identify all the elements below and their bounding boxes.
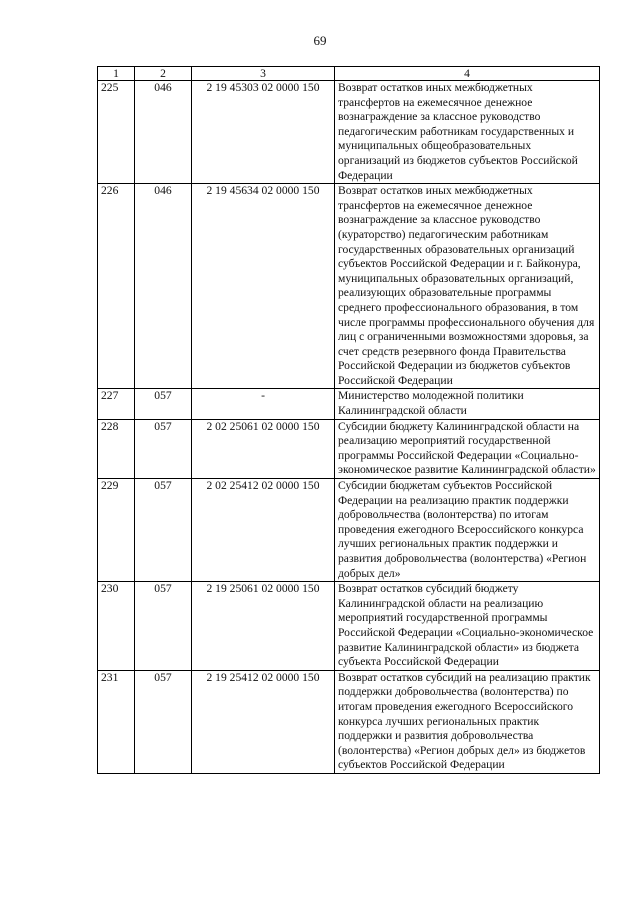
header-col-4: 4 (335, 67, 600, 81)
income-description: Субсидии бюджетам субъектов Российской Федерации на реализацию практик поддержки добровольчества (волонтерства) по итогам проведения ежегодного Всероссийского конкурса лучших региональных практик поддержки и развития добровольчества (волонтерства) «Регион добрых дел» (335, 479, 600, 582)
admin-code: 057 (135, 479, 192, 582)
income-description: Министерство молодежной политики Калининградской области (335, 389, 600, 419)
table-row (98, 389, 600, 419)
admin-code: 046 (135, 184, 192, 389)
table-row (98, 81, 600, 184)
row-number: 230 (98, 582, 135, 671)
budget-code: - (192, 389, 335, 419)
table-row (98, 184, 600, 389)
budget-code: 2 19 25412 02 0000 150 (192, 670, 335, 773)
table-row (98, 419, 600, 478)
admin-code: 057 (135, 670, 192, 773)
admin-code: 046 (135, 81, 192, 184)
table-row (98, 479, 600, 582)
budget-code: 2 02 25412 02 0000 150 (192, 479, 335, 582)
income-description: Возврат остатков субсидий на реализацию практик поддержки добровольчества (волонтерства) по итогам проведения ежегодного Всероссийского конкурса лучших региональных практик поддержки и развития добровольчества (волонтерства) «Регион добрых дел» из бюджетов субъектов Российской Федерации (335, 670, 600, 773)
table-header-row (98, 67, 600, 81)
header-col-1: 1 (98, 67, 135, 81)
income-description: Субсидии бюджету Калининградской области на реализацию мероприятий государственной программы Российской Федерации «Социально-экономическое развитие Калининградской области» (335, 419, 600, 478)
page-number: 69 (313, 33, 327, 48)
budget-code: 2 19 25061 02 0000 150 (192, 582, 335, 671)
budget-codes-table (97, 66, 600, 774)
admin-code: 057 (135, 582, 192, 671)
admin-code: 057 (135, 389, 192, 419)
row-number: 231 (98, 670, 135, 773)
budget-code: 2 19 45303 02 0000 150 (192, 81, 335, 184)
income-description: Возврат остатков субсидий бюджету Калининградской области на реализацию мероприятий государственной программы Российской Федерации «Социально-экономическое развитие Калининградской области» из бюджета субъекта Российской Федерации (335, 582, 600, 671)
admin-code: 057 (135, 419, 192, 478)
table-row (98, 670, 600, 773)
row-number: 226 (98, 184, 135, 389)
income-description: Возврат остатков иных межбюджетных трансфертов на ежемесячное денежное вознаграждение за классное руководство педагогическим работникам государственных и муниципальных общеобразовательных организаций из бюджетов субъектов Российской Федерации (335, 81, 600, 184)
income-description: Возврат остатков иных межбюджетных трансфертов на ежемесячное денежное вознаграждение за классное руководство (кураторство) педагогическим работникам государственных образовательных организаций субъектов Российской Федерации и г. Байконура, муниципальных образовательных организаций, реализующих образовательные программы среднего профессионального образования, в том числе программы профессионального обучения для лиц с ограниченными возможностями здоровья, за счет средств резервного фонда Правительства Российской Федерации из бюджетов субъектов Российской Федерации (335, 184, 600, 389)
row-number: 228 (98, 419, 135, 478)
header-col-2: 2 (135, 67, 192, 81)
row-number: 225 (98, 81, 135, 184)
row-number: 229 (98, 479, 135, 582)
budget-code: 2 02 25061 02 0000 150 (192, 419, 335, 478)
header-col-3: 3 (192, 67, 335, 81)
row-number: 227 (98, 389, 135, 419)
budget-code: 2 19 45634 02 0000 150 (192, 184, 335, 389)
table-row (98, 582, 600, 671)
